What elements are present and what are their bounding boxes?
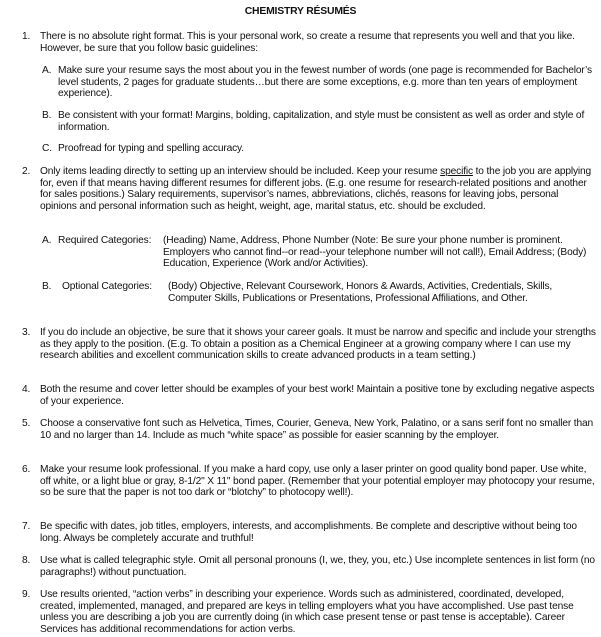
item-number: 7.: [22, 521, 31, 532]
category-label: A.: [42, 235, 52, 246]
item-number: 6.: [22, 464, 31, 475]
item-number: 3.: [22, 327, 31, 338]
item-text: Make your resume look professional. If you make a hard copy, use only a laser printer on good quality bond paper. Use white, off white, or a light blue or gray, 8-1/2" X 11" bond paper. (Remember that your potential employer may photocopy your resume, so be sure that the paper is not too dark or “blotchy” to photocopy well!).: [40, 464, 595, 499]
item-text-after: to the job you are applying for, even if that means having different resumes for different jobs. (E.g. one resume for research-related positions and another for sales positions.) Salary requirements, supervisor’s names, abbreviations, clichés, reasons for leaving jobs, personal opinions and personal information such as height, weight, age, marital status, etc. should be excluded.: [40, 166, 592, 212]
category-name: Optional Categories:: [62, 281, 152, 292]
subitem-label: A.: [42, 65, 52, 76]
item-text-before: Only items leading directly to setting up an interview should be included. Keep your resume: [40, 166, 441, 177]
item-number: 1.: [22, 31, 31, 42]
item-text: Both the resume and cover letter should be examples of your best work! Maintain a positive tone by excluding negative aspects of your experience.: [40, 384, 595, 407]
item-text: There is no absolute right format. This is your personal work, so create a resume that represents you well and that you like. However, be sure that you follow basic guidelines:: [40, 31, 575, 54]
item-number: 9.: [22, 589, 31, 600]
subitem-text: Make sure your resume says the most about you in the fewest number of words (one page is recommended for Bachelor’s level students, 2 pages for graduate students…but there are some exceptions, e.g. more than ten years of employment experience).: [58, 65, 592, 100]
emphasis-specific: specific: [440, 166, 473, 177]
item-text: If you do include an objective, be sure that it shows your career goals. It must be narrow and specific and include your strengths as they apply to the position. (E.g. To obtain a position as a Chemical Engineer at a growing company where I can use my research abilities and excellent communication skills to create advanced products in a team setting.): [40, 327, 596, 362]
category-label: B.: [42, 281, 52, 292]
subitem-text: Proofread for typing and spelling accuracy.: [58, 143, 244, 154]
item-text: Be specific with dates, job titles, employers, interests, and accomplishments. Be complete and descriptive without being too long. Always be completely accurate and truthful!: [40, 521, 577, 544]
category-text: (Body) Objective, Relevant Coursework, Honors & Awards, Activities, Credentials, Skills, Computer Skills, Publications or Presentations, Professional Affiliations, and Other.: [168, 281, 553, 304]
item-text: [40, 166, 596, 212]
document-title: CHEMISTRY RÉSUMÉS: [244, 6, 357, 17]
subitem-label: B.: [42, 110, 52, 121]
item-text: Use results oriented, “action verbs” in describing your experience. Words such as administered, coordinated, developed, created, implemented, managed, and prepared are keys in telling employers what you have accomplished. Use past tense unless you are describing a job you are currently doing (in which case present tense or past tense is acceptable). Career Services has additional recommendations for action verbs.: [40, 589, 574, 635]
item-number: 4.: [22, 384, 31, 395]
category-name: Required Categories:: [58, 235, 152, 246]
item-number: 8.: [22, 555, 31, 566]
item-number: 2.: [22, 166, 31, 177]
subitem-text: Be consistent with your format! Margins, bolding, capitalization, and style must be consistent as well as order and style of information.: [58, 110, 585, 133]
item-text: Use what is called telegraphic style. Omit all personal pronouns (I, we, they, you, etc.) Use incomplete sentences in list form (no paragraphs!) without punctuation.: [40, 555, 595, 578]
item-text: Choose a conservative font such as Helvetica, Times, Courier, Geneva, New York, Palatino, or a sans serif font no smaller than 10 and no larger than 14. Include as much “white space” as possible for easier scanning by the employer.: [40, 418, 594, 441]
item-number: 5.: [22, 418, 31, 429]
category-text: (Heading) Name, Address, Phone Number (Note: Be sure your phone number is prominent. Employers who cannot find--or read--your telephone number will not call!), Email Address; (Body) Education, Experience (Work and/or Activities).: [163, 235, 587, 270]
subitem-label: C.: [42, 143, 52, 154]
